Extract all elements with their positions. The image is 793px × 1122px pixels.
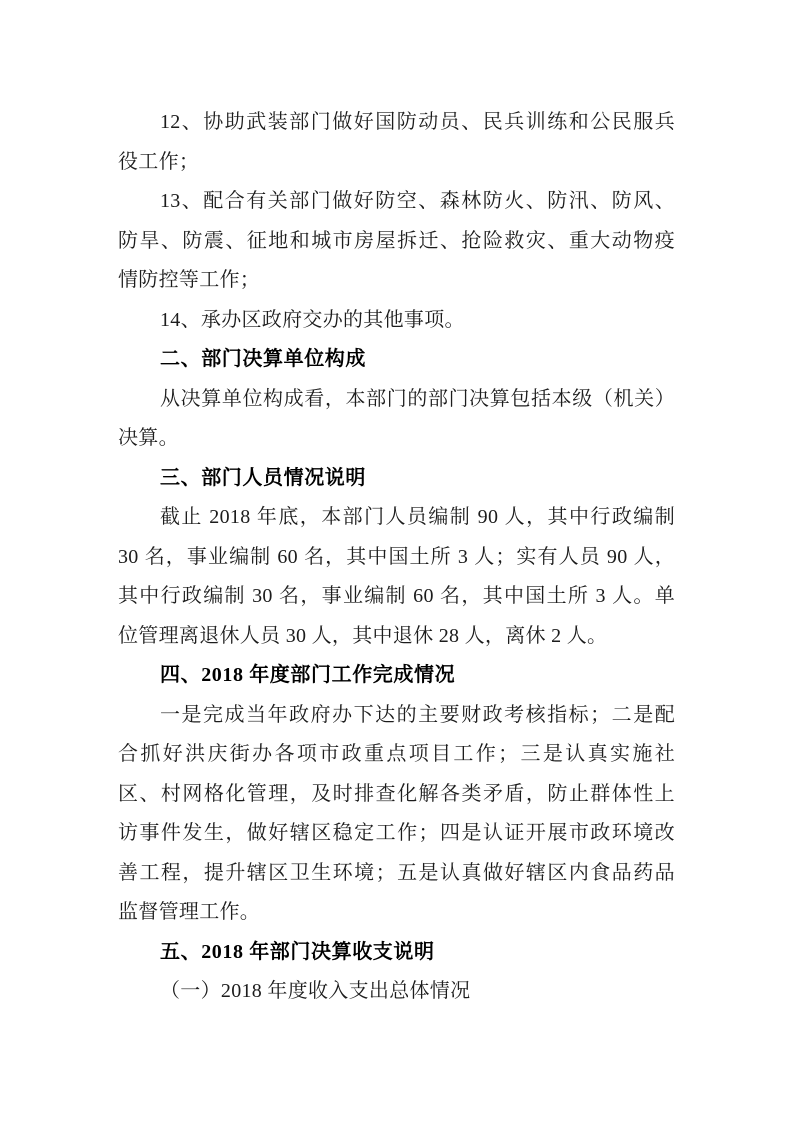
paragraph	[118, 103, 675, 182]
text-line: 位管理离退休人员 30 人，其中退休 28 人，离休 2 人。	[118, 624, 608, 647]
text-line: 善工程，提升辖区卫生环境；五是认真做好辖区内食品药品	[118, 861, 675, 884]
paragraph	[118, 696, 675, 933]
text-line: 三、部门人员情况说明	[160, 466, 366, 489]
text-block	[118, 103, 675, 1012]
text-line: 一是完成当年政府办下达的主要财政考核指标；二是配	[160, 703, 675, 726]
paragraph	[118, 380, 675, 459]
text-line: （一）2018 年度收入支出总体情况	[160, 980, 471, 1002]
text-line: 截止 2018 年底，本部门人员编制 90 人，其中行政编制	[160, 506, 675, 528]
text-line: 访事件发生，做好辖区稳定工作；四是认证开展市政环境改	[118, 822, 675, 844]
text-line: 二、部门决算单位构成	[160, 348, 366, 370]
text-line: 情防控等工作；	[118, 269, 261, 291]
paragraph	[118, 972, 675, 1012]
text-line: 防旱、防震、征地和城市房屋拆迁、抢险救灾、重大动物疫	[118, 229, 675, 252]
text-line: 13、配合有关部门做好防空、森林防火、防汛、防风、	[160, 190, 675, 212]
paragraph	[118, 498, 675, 656]
text-line: 从决算单位构成看，本部门的部门决算包括本级（机关）	[160, 387, 675, 410]
section-heading	[118, 933, 675, 973]
section-heading	[118, 340, 675, 380]
paragraph	[118, 182, 675, 301]
text-line: 其中行政编制 30 名，事业编制 60 名，其中国土所 3 人。单	[118, 585, 675, 607]
text-line: 五、2018 年部门决算收支说明	[160, 940, 435, 963]
text-line: 12、协助武装部门做好国防动员、民兵训练和公民服兵	[160, 111, 675, 133]
text-line: 30 名，事业编制 60 名，其中国土所 3 人；实有人员 90 人，	[118, 545, 675, 568]
section-heading	[118, 656, 675, 696]
text-line: 14、承办区政府交办的其他事项。	[160, 308, 465, 331]
text-line: 四、2018 年度部门工作完成情况	[160, 664, 456, 686]
text-line: 决算。	[118, 427, 179, 449]
section-heading	[118, 459, 675, 499]
text-line: 区、村网格化管理，及时排查化解各类矛盾，防止群体性上	[118, 782, 675, 805]
text-line: 监督管理工作。	[118, 901, 261, 923]
text-line: 役工作；	[118, 150, 200, 173]
text-line: 合抓好洪庆街办各项市政重点项目工作；三是认真实施社	[118, 743, 675, 765]
paragraph	[118, 301, 675, 341]
